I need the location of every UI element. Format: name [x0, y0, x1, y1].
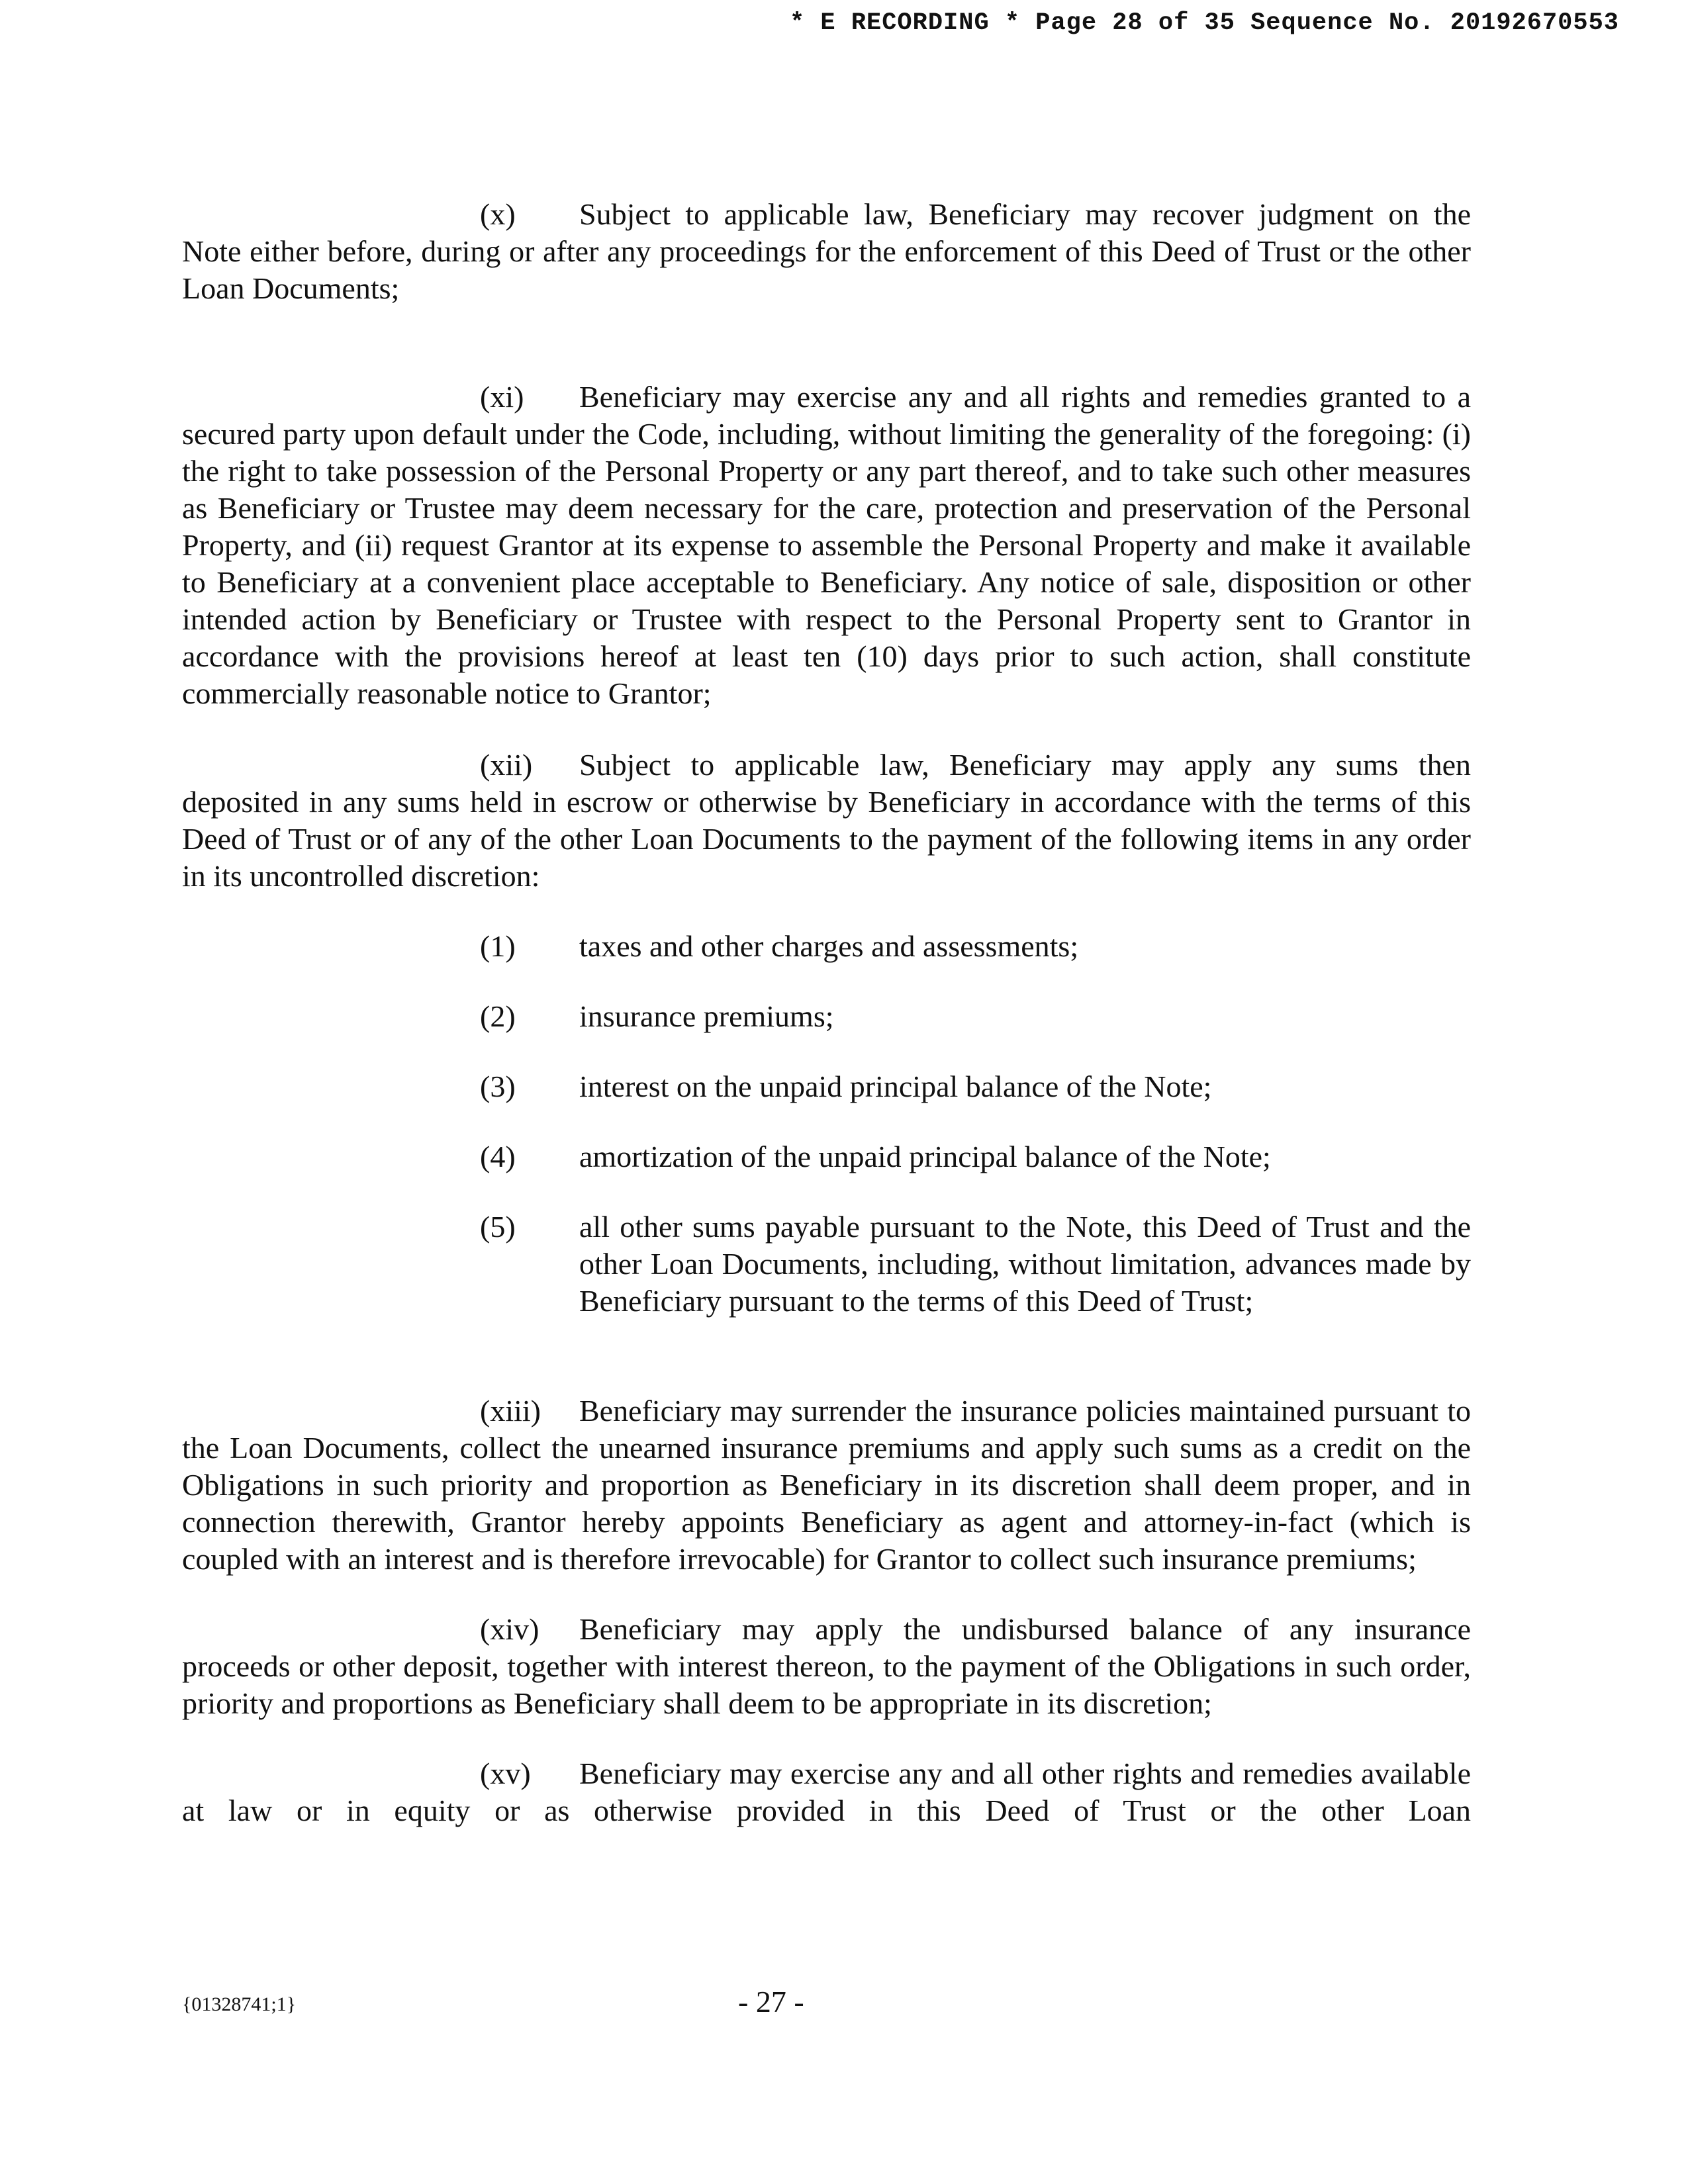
list-item-text: amortization of the unpaid principal balance of the Note; — [579, 1140, 1271, 1173]
paragraph-number: (xii) — [480, 748, 533, 782]
paragraph-text: Beneficiary may exercise any and all rights and remedies granted to a secured party upon default under the Code, including, without limiting the generality of the foregoing: (i) the right to take possession of the Personal Property or any part thereof, and to take such other measures as Beneficiary or Trustee may deem necessary for the care, protection and preservation of the Personal Property, and (ii) request Grantor at its expense to assemble the Personal Property and make it available to Beneficiary at a convenient place acceptable to Beneficiary. Any notice of sale, disposition or other intended action by Beneficiary or Trustee with respect to the Personal Property sent to Grantor in accordance with the provisions hereof at least ten (10) days prior to such action, shall constitute commercially reasonable notice to Grantor; — [182, 380, 1471, 710]
paragraph-x — [182, 196, 1471, 307]
list-item-text: all other sums payable pursuant to the Note, this Deed of Trust and the other Loan Documents, including, without limitation, advances made by Beneficiary pursuant to the terms of this Deed of Trust; — [579, 1210, 1471, 1318]
list-item — [480, 1138, 1471, 1175]
paragraph-text: Subject to applicable law, Beneficiary may recover judgment on the Note either before, during or after any proceedings for the enforcement of this Deed of Trust or the other Loan Documents; — [182, 197, 1471, 305]
payment-order-list — [182, 928, 1471, 1320]
footer-document-id: {01328741;1} — [182, 1993, 297, 2015]
paragraph-number: (xi) — [480, 380, 524, 414]
paragraph-number: (x) — [480, 197, 516, 231]
paragraph-text: Beneficiary may apply the undisbursed balance of any insurance proceeds or other deposit, together with interest thereon, to the payment of the Obligations in such order, priority and proportions as Beneficiary shall deem to be appropriate in its discretion; — [182, 1612, 1471, 1720]
paragraph-text: Subject to applicable law, Beneficiary may apply any sums then deposited in any sums held in escrow or otherwise by Beneficiary in accordance with the terms of this Deed of Trust or of any of the other Loan Documents to the payment of the following items in any order in its uncontrolled discretion: — [182, 748, 1471, 893]
list-item — [480, 1068, 1471, 1105]
recording-header-stamp: * E RECORDING * Page 28 of 35 Sequence No. 20192670553 — [790, 9, 1619, 37]
paragraph-xv — [182, 1755, 1471, 1829]
paragraph-number: (xiii) — [480, 1394, 541, 1428]
paragraph-xii — [182, 747, 1471, 895]
list-item — [480, 928, 1471, 965]
list-item-number: (2) — [480, 999, 516, 1033]
list-item-text: insurance premiums; — [579, 999, 834, 1033]
list-item-number: (5) — [480, 1210, 516, 1244]
list-item-text: interest on the unpaid principal balance of the Note; — [579, 1069, 1212, 1103]
list-item — [480, 998, 1471, 1035]
list-item-number: (1) — [480, 929, 516, 963]
paragraph-text: Beneficiary may exercise any and all other rights and remedies available at law or in equity or as otherwise provided in this Deed of Trust or the other Loan — [182, 1756, 1471, 1827]
paragraph-text: Beneficiary may surrender the insurance policies maintained pursuant to the Loan Documents, collect the unearned insurance premiums and apply such sums as a credit on the Obligations in such priority and proportion as Beneficiary in its discretion shall deem proper, and in connection therewith, Grantor hereby appoints Beneficiary as agent and attorney-in-fact (which is coupled with an interest and is therefore irrevocable) for Grantor to collect such insurance premiums; — [182, 1394, 1471, 1576]
list-item-number: (3) — [480, 1069, 516, 1103]
footer-page-number: - 27 - — [738, 1985, 804, 2019]
list-item-number: (4) — [480, 1140, 516, 1173]
list-item — [480, 1208, 1471, 1320]
paragraph-number: (xv) — [480, 1756, 531, 1790]
paragraph-number: (xiv) — [480, 1612, 539, 1646]
list-item-text: taxes and other charges and assessments; — [579, 929, 1079, 963]
paragraph-xiii — [182, 1392, 1471, 1578]
paragraph-xi — [182, 379, 1471, 712]
document-body — [182, 196, 1471, 1829]
paragraph-xiv — [182, 1611, 1471, 1722]
